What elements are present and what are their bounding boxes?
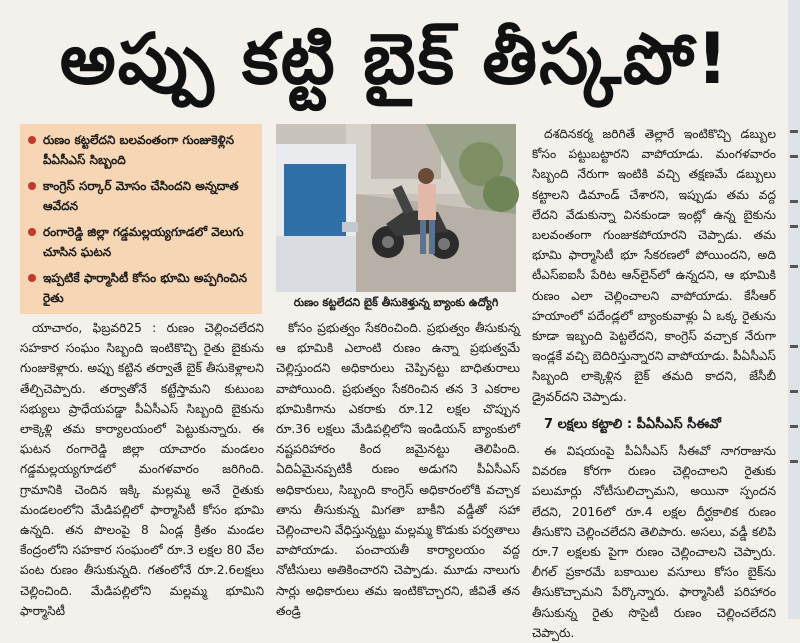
- highlight-text: రంగారెడ్డి జిల్లా గడ్డమల్లయ్యగూడలో వెలుగు చూసిన ఘటన: [43, 225, 244, 259]
- bullet-icon: [28, 136, 36, 144]
- bullet-icon: [28, 228, 36, 236]
- highlight-text: కాంగ్రెస్ సర్కార్ మోసం చేసిందని అన్నదాత ఆవేదన: [43, 179, 239, 213]
- photo-caption: రుణం కట్టలేదని బైక్ తీసుకెళ్తున్న బ్యాంకు ఉద్యోగి: [276, 292, 516, 314]
- highlight-text: ఇప్పటికే ఫార్మాసిటీ కోసం భూమి అప్పగించిన రైతు: [43, 271, 248, 305]
- article-column-2: [276, 318, 520, 618]
- bullet-icon: [28, 182, 36, 190]
- highlight-item: [28, 176, 254, 216]
- article-paragraph: కోసం ప్రభుత్వం సేకరించింది. ప్రభుత్వం తీసుకున్న ఆ భూమికి ఎలాంటి రుణం ఉన్నా ప్రభుత్వమే చెల్లిస్తుందని అధికారులు చెప్పినట్టు బాధితురాలు వాపోయింది. ప్రభుత్వం సేకరించిన తన 3 ఎకరాల భూమికిగాను ఎకరాకు రూ.12 లక్షల చొప్పున రూ.36 లక్షలు మేడిపల్లిలోని ఇండియన్ బ్యాంకులో నష్టపరిహారం కింద జమైనట్టు తెలిపింది. ఏదిఏమైనప్పటికీ రుణం అడుగని పీఏసీఎస్ అధికారులు, సిబ్బంది కాంగ్రెస్ అధికారంలోకి వచ్చాక తాను తీసుకున్న మిగతా బాకీని వడ్డీతో సహా చెల్లించాలని వేధిస్తున్నట్టు మల్లమ్మ కొడుకు పర్వతాలు వాపోయాడు. పంచాయతీ కార్యాలయం వద్ద నోటీసులు అతికించారని చెప్పాడు. మూడు నాలుగు సార్లు అధికారులు తమ ఇంటికొచ్చారని, జీవితే తన తండ్రి: [276, 321, 520, 618]
- article-column-1: [20, 318, 264, 618]
- headline: అప్పు కట్టి బైక్ తీస్కపో!: [59, 18, 731, 100]
- article-paragraph: ఈ విషయంపై పీఏసీఎస్ సీఈవో నాగరాజును వివరణ కోరగా రుణం చెల్లించాలని రైతుకు పలుమార్లు నోటీసులిచ్చామని, అయినా స్పందన లేదని, 2016లో రూ.4 లక్షల దీర్ఘకాలిక రుణం తీసుకొని చెల్లించలేదని తెలిపారు. అసలు, వడ్డీ కలిపి రూ.7 లక్షలకు పైగా రుణం చెల్లించాలని చెప్పారు. లీగల్ ప్రకారమే బకాయిల వసూలు కోసం బైక్‌ను తీసుకొచ్చామని పేర్కొన్నారు. ఫార్మాసిటీ పరిహారం తీసుకున్న రైతు సొసైటీ రుణం చెల్లించలేదని చెప్పారు.: [532, 444, 776, 640]
- article-paragraph: దశదినకర్మ జరిగితే తెల్లారే ఇంటికొచ్చి డబ్బుల కోసం పట్టుబట్టారని వాపోయాడు. మంగళవారం సిబ్బంది నేరుగా ఇంటికి వచ్చి తక్షణమే డబ్బులు కట్టాలని డిమాండ్ చేశారని, ఇప్పుడు తమ వద్ద లేదని వేడుకున్నా వినకుండా ఇంట్లో ఉన్న బైకును బలవంతంగా గుంజుకపోయారని చెప్పాడు. తమ భూమి ఫార్మాసిటీ భూ సేకరణలో పోయిందని, అది టీఎస్ఐఐసీ పేరిట ఆన్‌లైన్‌లో ఉన్నదని, ఆ భూమికి రుణం ఎలా చెల్లించాలని వాపోయాడు. కేసీఆర్ హయాంలో పదేండ్లలో బ్యాంకువాళ్లు ఏ ఒక్క రైతును కూడా ఇబ్బంది పెట్టలేదని, కాంగ్రెస్ వచ్చాక నేరుగా ఇండ్లకే వచ్చి బెదిరిస్తున్నారని వాపోయాడు. పీఏసీఎస్ సిబ్బంది లాక్కెళ్లిన బైక్ తమది కాదని, జేసీబీ డ్రైవర్‌దని చెప్పాడు.: [532, 127, 776, 404]
- bullet-icon: [28, 274, 36, 282]
- news-photo: [276, 124, 516, 292]
- section-subheading: 7 లక్షలు కట్టాలి : పీఏసీఎస్ సీఈవో: [544, 416, 721, 432]
- page-edge-strip: [788, 0, 800, 619]
- highlights-box: [20, 124, 262, 314]
- article-paragraph: యాచారం, ఫిబ్రవరి25 : రుణం చెల్లించలేదని సహకార సంఘం సిబ్బంది ఇంటికొచ్చి రైతు బైకును గుంజుకెళ్లారు. అప్పు కట్టిన తర్వాతే బైక్ తీసుకెళ్లాలని తేల్చిచెప్పారు. తర్వాతోనే కట్టేస్తామని కుటుంబ సభ్యులు ప్రాధేయపడ్డా పీఏసీఎస్ సిబ్బంది బైకును లాక్కెళ్లి తమ కార్యాలయంలో పెట్టుకున్నారు. ఈ ఘటన రంగారెడ్డి జిల్లా యాచారం మండలం గడ్డమల్లయ్యగూడలో మంగళవారం జరిగింది. గ్రామానికి చెందిన ఇక్కి మల్లమ్మ అనే రైతుకు మండలంలోని మేడిపల్లిలో ఫార్మాసిటీ కోసం భూమి ఉన్నది. తన పొలంపై 8 ఏండ్ల క్రితం మండల కేంద్రంలోని సహకార సంఘంలో రూ.3 లక్షల 80 వేల పంట రుణం తీసుకున్నది. గతంలోనే రూ.2.6లక్షలు చెల్లించింది. మేడిపల్లిలోని మల్లమ్మ భూమిని ఫార్మాసిటీ: [20, 321, 264, 618]
- highlight-item: [28, 268, 254, 308]
- highlight-text: రుణం కట్టలేదని బలవంతంగా గుంజుకెళ్లిన పీఏసీఎస్ సిబ్బంది: [43, 133, 235, 167]
- highlight-item: [28, 130, 254, 170]
- highlight-item: [28, 222, 254, 262]
- article-column-3: [532, 124, 776, 640]
- photo-illustration: [276, 124, 516, 292]
